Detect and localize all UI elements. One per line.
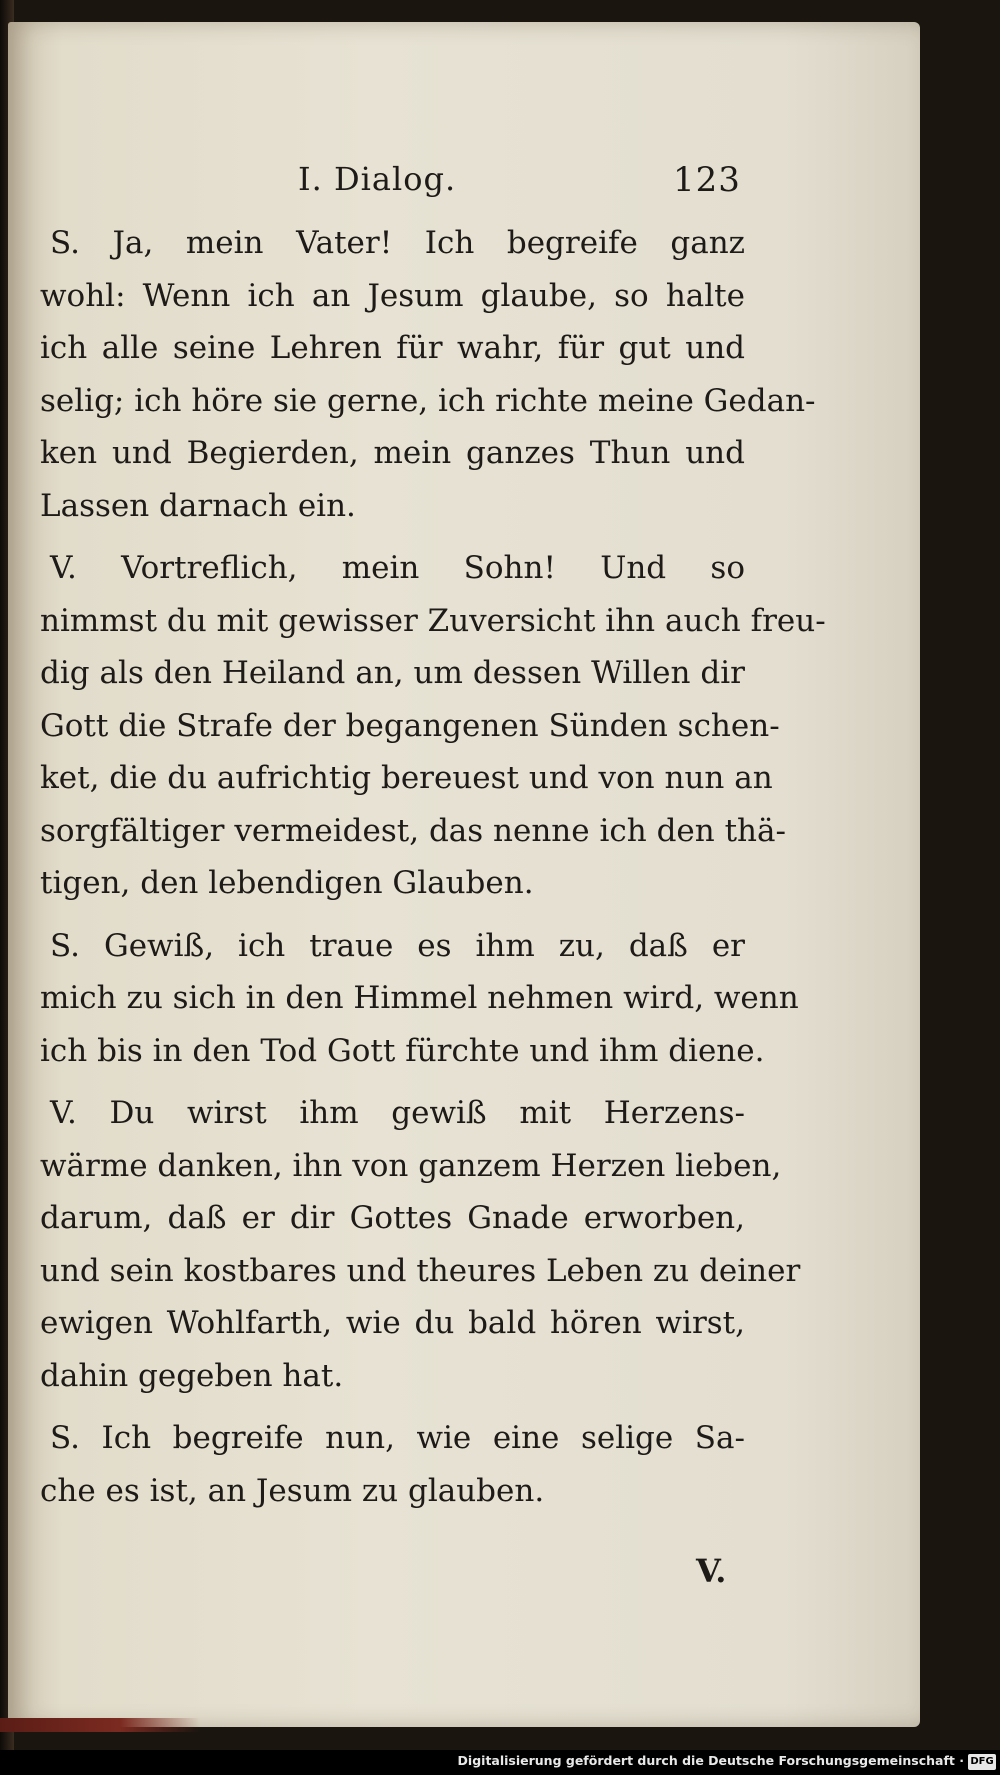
text-line: Gott die Strafe der begangenen Sünden schen- [40, 707, 780, 744]
text-line: selig; ich höre sie gerne, ich richte meine Gedan- [40, 382, 816, 419]
text-line: tigen, den lebendigen Glauben. [40, 865, 534, 901]
funding-credit: Digitalisierung gefördert durch die Deutsche Forschungsgemeinschaft · [457, 1753, 964, 1768]
dialog-paragraph [40, 1412, 745, 1517]
text-line: ken und Begierden, mein ganzes Thun und [40, 435, 745, 471]
digitization-footer [0, 1750, 1000, 1775]
text-line: wärme danken, ihn von ganzem Herzen lieben, [40, 1147, 782, 1184]
text-line: darum, daß er dir Gottes Gnade erworben, [40, 1200, 745, 1236]
text-line: Lassen darnach ein. [40, 487, 356, 524]
dialog-paragraph [40, 542, 826, 910]
dialog-paragraph [40, 217, 816, 532]
text-line: nimmst du mit gewisser Zuversicht ihn auch freu- [40, 602, 826, 639]
text-line: sorgfältiger vermeidest, das nenne ich den thä- [40, 812, 786, 849]
text-line: S. Gewiß, ich traue es ihm zu, daß er [50, 927, 745, 964]
text-line: dig als den Heiland an, um dessen Willen dir [40, 655, 745, 691]
text-line: mich zu sich in den Himmel nehmen wird, wenn [40, 980, 799, 1016]
text-line: und sein kostbares und theures Leben zu deiner [40, 1252, 801, 1289]
page-number: 123 [673, 160, 741, 200]
text-line: V. Du wirst ihm gewiß mit Herzens- [50, 1095, 745, 1131]
text-line: ket, die du aufrichtig bereuest und von nun an [40, 760, 773, 796]
text-line: V. Vortreflich, mein Sohn! Und so [50, 550, 745, 586]
dfg-logo-icon: DFG [968, 1754, 996, 1770]
text-line: S. Ja, mein Vater! Ich begreife ganz [50, 225, 745, 261]
running-head [8, 140, 920, 200]
text-line: dahin gegeben hat. [40, 1357, 344, 1394]
text-line: ewigen Wohlfarth, wie du bald hören wirst, [40, 1305, 745, 1341]
text-line: wohl: Wenn ich an Jesum glaube, so halte [40, 277, 745, 314]
dialog-paragraph [40, 1087, 801, 1402]
body-text [40, 217, 826, 1527]
chapter-title: I. Dialog. [298, 160, 457, 198]
book-page [8, 22, 920, 1727]
catchword: V. [696, 1552, 727, 1590]
text-line: ich bis in den Tod Gott fürchte und ihm diene. [40, 1032, 765, 1069]
binding-edge [0, 1718, 200, 1732]
text-line: che es ist, an Jesum zu glauben. [40, 1472, 545, 1509]
text-line: S. Ich begreife nun, wie eine selige Sa- [50, 1420, 745, 1456]
text-line: ich alle seine Lehren für wahr, für gut und [40, 330, 745, 366]
dialog-paragraph [40, 920, 799, 1078]
